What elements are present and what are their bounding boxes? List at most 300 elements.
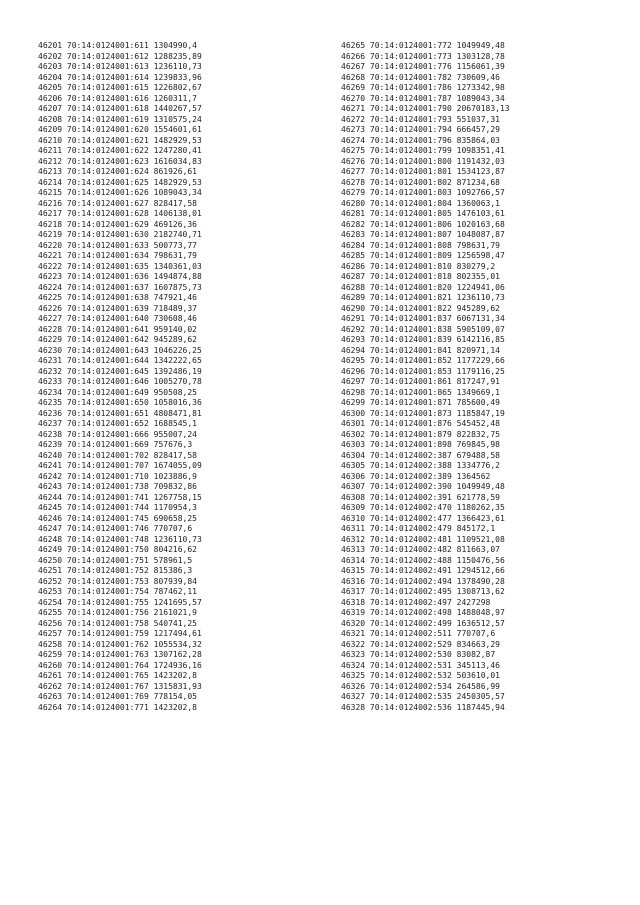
record-row [341,692,510,703]
record-id: 46253 [38,587,63,596]
cadastral-value: 1482929,53 [153,135,202,145]
record-id: 46292 [341,324,366,334]
cadastral-value: 828417,58 [153,198,197,208]
record-id: 46231 [38,356,63,365]
record-id: 46287 [341,272,366,281]
cadastral-value: 1049949,48 [456,482,505,491]
record-row [38,293,202,304]
record-row [38,556,202,567]
cadastral-number: 70:14:0124001:804 [369,198,452,208]
record-row [38,241,202,252]
cadastral-number: 70:14:0124001:796 [369,135,452,145]
cadastral-number: 70:14:0124001:764 [66,660,149,670]
record-id: 46315 [341,566,366,575]
record-row [341,209,510,220]
record-row [341,451,510,462]
record-id: 46284 [341,240,366,250]
record-row [38,209,202,220]
cadastral-number: 70:14:0124001:782 [369,72,452,82]
record-row [38,619,202,630]
record-id: 46212 [38,156,63,166]
record-row [341,346,510,357]
record-row [38,230,202,241]
record-row [341,545,510,556]
cadastral-value: 787462,11 [153,587,197,596]
record-id: 46202 [38,51,63,61]
cadastral-number: 70:14:0124001:636 [66,272,149,281]
cadastral-value: 730609,46 [456,72,500,82]
cadastral-number: 70:14:0124001:751 [66,555,149,565]
record-row [38,251,202,262]
record-id: 46269 [341,83,366,92]
cadastral-value: 1476103,61 [456,209,505,218]
record-column-left [38,41,202,713]
cadastral-value: 2450305,57 [456,692,505,701]
record-id: 46240 [38,450,63,460]
cadastral-number: 70:14:0124002:387 [369,450,452,460]
record-id: 46209 [38,125,63,134]
record-row [38,367,202,378]
record-row [38,682,202,693]
cadastral-value: 1294512,66 [456,566,505,575]
record-row [341,62,510,73]
cadastral-number: 70:14:0124001:635 [66,261,149,271]
record-row [38,314,202,325]
cadastral-number: 70:14:0124001:865 [369,387,452,397]
record-id: 46252 [38,576,63,586]
cadastral-value: 1534123,87 [456,167,505,176]
cadastral-number: 70:14:0124001:619 [66,114,149,124]
cadastral-number: 70:14:0124001:620 [66,125,149,134]
cadastral-value: 1005270,78 [153,377,202,386]
record-row [38,461,202,472]
record-id: 46220 [38,240,63,250]
cadastral-number: 70:14:0124002:531 [369,660,452,670]
cadastral-number: 70:14:0124001:820 [369,282,452,292]
cadastral-number: 70:14:0124001:746 [66,524,149,533]
cadastral-number: 70:14:0124001:772 [369,41,452,50]
cadastral-value: 551037,31 [456,114,500,124]
cadastral-number: 70:14:0124001:871 [369,398,452,407]
cadastral-value: 1170954,3 [153,503,197,512]
cadastral-value: 1179116,25 [456,366,505,376]
cadastral-number: 70:14:0124001:786 [369,83,452,92]
record-row [38,692,202,703]
record-id: 46286 [341,261,366,271]
cadastral-value: 1191432,03 [456,156,505,166]
cadastral-value: 1349669,1 [456,387,500,397]
record-row [341,52,510,63]
record-row [38,661,202,672]
record-id: 46275 [341,146,366,155]
cadastral-number: 70:14:0124001:790 [369,104,452,113]
cadastral-value: 950508,25 [153,387,197,397]
cadastral-number: 70:14:0124002:391 [369,492,452,502]
cadastral-number: 70:14:0124001:644 [66,356,149,365]
record-id: 46260 [38,660,63,670]
cadastral-value: 830279,2 [456,261,496,271]
cadastral-number: 70:14:0124001:639 [66,303,149,313]
record-id: 46256 [38,618,63,628]
record-id: 46290 [341,303,366,313]
record-row [38,577,202,588]
record-row [341,283,510,294]
record-id: 46283 [341,230,366,239]
cadastral-value: 1440267,57 [153,104,202,113]
cadastral-value: 730608,46 [153,314,197,323]
cadastral-number: 70:14:0124001:748 [66,534,149,544]
cadastral-number: 70:14:0124001:763 [66,650,149,659]
record-id: 46210 [38,135,63,145]
cadastral-number: 70:14:0124001:767 [66,681,149,691]
record-id: 46300 [341,408,366,418]
record-row [341,703,510,714]
record-id: 46313 [341,545,366,554]
cadastral-number: 70:14:0124001:666 [66,429,149,439]
record-row [341,325,510,336]
record-row [38,503,202,514]
record-id: 46276 [341,156,366,166]
cadastral-value: 1366423,61 [456,513,505,523]
record-row [341,104,510,115]
cadastral-number: 70:14:0124001:755 [66,597,149,607]
cadastral-value: 798631,79 [153,251,197,260]
cadastral-number: 70:14:0124001:799 [369,146,452,155]
cadastral-value: 1364562 [456,471,491,481]
cadastral-value: 871234,68 [456,177,500,187]
cadastral-number: 70:14:0124001:624 [66,167,149,176]
record-id: 46241 [38,461,63,470]
record-row [341,157,510,168]
record-id: 46266 [341,51,366,61]
cadastral-number: 70:14:0124002:389 [369,471,452,481]
cadastral-value: 1607875,73 [153,282,202,292]
record-row [341,272,510,283]
cadastral-value: 1236110,73 [153,534,202,544]
cadastral-value: 1089043,34 [153,188,202,197]
record-id: 46258 [38,639,63,649]
cadastral-number: 70:14:0124001:741 [66,492,149,502]
record-id: 46259 [38,650,63,659]
record-id: 46229 [38,335,63,344]
record-row [341,577,510,588]
record-id: 46205 [38,83,63,92]
record-id: 46228 [38,324,63,334]
cadastral-number: 70:14:0124001:861 [369,377,452,386]
record-row [38,125,202,136]
record-row [341,619,510,630]
cadastral-value: 770707,6 [153,524,193,533]
record-row [341,682,510,693]
record-id: 46289 [341,293,366,302]
record-row [38,703,202,714]
record-id: 46223 [38,272,63,281]
record-row [341,94,510,105]
record-row [38,73,202,84]
record-id: 46299 [341,398,366,407]
record-id: 46236 [38,408,63,418]
cadastral-value: 811663,07 [456,545,500,554]
cadastral-value: 1334776,2 [456,461,500,470]
record-id: 46272 [341,114,366,124]
cadastral-value: 1049949,48 [456,41,505,50]
cadastral-value: 545452,48 [456,419,500,428]
record-id: 46251 [38,566,63,575]
cadastral-number: 70:14:0124001:626 [66,188,149,197]
cadastral-value: 945289,62 [456,303,500,313]
cadastral-value: 718489,37 [153,303,197,313]
record-row [341,409,510,420]
record-row [38,283,202,294]
cadastral-value: 1554601,61 [153,125,202,134]
record-row [38,671,202,682]
cadastral-value: 690658,25 [153,513,197,523]
cadastral-value: 804216,62 [153,545,197,554]
record-id: 46326 [341,681,366,691]
record-row [38,430,202,441]
cadastral-value: 1378490,28 [456,576,505,586]
cadastral-number: 70:14:0124001:787 [369,93,452,103]
record-row [38,272,202,283]
record-row [341,398,510,409]
record-row [341,377,510,388]
cadastral-number: 70:14:0124001:898 [369,440,452,449]
cadastral-number: 70:14:0124001:651 [66,408,149,418]
record-row [38,566,202,577]
record-row [341,41,510,52]
cadastral-number: 70:14:0124002:534 [369,681,452,691]
record-id: 46303 [341,440,366,449]
cadastral-number: 70:14:0124001:630 [66,230,149,239]
record-row [38,220,202,231]
cadastral-number: 70:14:0124001:853 [369,366,452,376]
cadastral-value: 1098351,41 [456,146,505,155]
record-row [341,608,510,619]
record-row [341,440,510,451]
record-id: 46328 [341,702,366,712]
cadastral-number: 70:14:0124001:852 [369,356,452,365]
record-id: 46235 [38,398,63,407]
record-row [38,650,202,661]
cadastral-value: 1360063,1 [456,198,500,208]
record-id: 46206 [38,93,63,103]
cadastral-value: 1636512,57 [456,618,505,628]
cadastral-number: 70:14:0124001:802 [369,177,452,187]
cadastral-value: 1304990,4 [153,41,197,50]
cadastral-value: 1724936,16 [153,660,202,670]
cadastral-number: 70:14:0124001:634 [66,251,149,260]
record-row [38,640,202,651]
record-row [38,493,202,504]
cadastral-number: 70:14:0124001:622 [66,146,149,155]
cadastral-number: 70:14:0124001:613 [66,62,149,71]
record-id: 46268 [341,72,366,82]
cadastral-number: 70:14:0124001:702 [66,450,149,460]
cadastral-value: 1226802,67 [153,83,202,92]
cadastral-number: 70:14:0124002:535 [369,692,452,701]
record-row [341,230,510,241]
record-id: 46285 [341,251,366,260]
record-row [38,451,202,462]
record-row [341,661,510,672]
cadastral-value: 1288235,89 [153,51,202,61]
record-row [38,629,202,640]
record-row [38,178,202,189]
record-column-right [341,41,510,713]
cadastral-number: 70:14:0124002:482 [369,545,452,554]
cadastral-value: 769845,98 [456,440,500,449]
record-id: 46274 [341,135,366,145]
cadastral-value: 1273342,98 [456,83,505,92]
cadastral-number: 70:14:0124001:807 [369,230,452,239]
record-id: 46221 [38,251,63,260]
cadastral-value: 798631,79 [456,240,500,250]
cadastral-value: 1187445,94 [456,702,505,712]
cadastral-value: 955007,24 [153,429,197,439]
cadastral-value: 1616034,83 [153,156,202,166]
record-row [38,136,202,147]
cadastral-value: 1688545,1 [153,419,197,428]
record-row [341,73,510,84]
cadastral-value: 1315831,93 [153,681,202,691]
record-id: 46324 [341,660,366,670]
cadastral-value: 1180262,35 [456,503,505,512]
record-row [341,430,510,441]
cadastral-number: 70:14:0124002:499 [369,618,452,628]
cadastral-number: 70:14:0124001:625 [66,177,149,187]
cadastral-value: 820971,14 [456,345,500,355]
record-row [341,293,510,304]
record-row [341,146,510,157]
cadastral-number: 70:14:0124002:532 [369,671,452,680]
cadastral-number: 70:14:0124002:511 [369,629,452,638]
cadastral-number: 70:14:0124001:629 [66,219,149,229]
record-id: 46243 [38,482,63,491]
cadastral-value: 822832,75 [456,429,500,439]
cadastral-value: 1046226,25 [153,345,202,355]
cadastral-value: 1241695,57 [153,597,202,607]
record-id: 46234 [38,387,63,397]
cadastral-value: 540741,25 [153,618,197,628]
cadastral-number: 70:14:0124001:793 [369,114,452,124]
record-row [38,346,202,357]
cadastral-value: 6067131,34 [456,314,505,323]
cadastral-number: 70:14:0124001:623 [66,156,149,166]
record-id: 46320 [341,618,366,628]
record-id: 46233 [38,377,63,386]
cadastral-number: 70:14:0124001:628 [66,209,149,218]
cadastral-number: 70:14:0124002:488 [369,555,452,565]
cadastral-value: 807939,84 [153,576,197,586]
cadastral-number: 70:14:0124002:388 [369,461,452,470]
record-row [38,167,202,178]
record-id: 46273 [341,125,366,134]
record-row [38,398,202,409]
record-row [341,83,510,94]
cadastral-number: 70:14:0124002:481 [369,534,452,544]
cadastral-number: 70:14:0124001:803 [369,188,452,197]
cadastral-number: 70:14:0124001:773 [369,51,452,61]
cadastral-value: 500773,77 [153,240,197,250]
cadastral-number: 70:14:0124001:808 [369,240,452,250]
cadastral-value: 20670183,13 [456,104,510,113]
record-id: 46322 [341,639,366,649]
record-id: 46244 [38,492,63,502]
record-id: 46280 [341,198,366,208]
record-row [341,220,510,231]
record-row [341,167,510,178]
cadastral-number: 70:14:0124002:497 [369,597,452,607]
record-id: 46321 [341,629,366,638]
cadastral-value: 1494874,88 [153,272,202,281]
cadastral-value: 778154,05 [153,692,197,701]
record-id: 46311 [341,524,366,533]
cadastral-number: 70:14:0124001:771 [66,702,149,712]
record-id: 46248 [38,534,63,544]
record-id: 46264 [38,702,63,712]
cadastral-number: 70:14:0124001:758 [66,618,149,628]
record-row [341,493,510,504]
record-id: 46270 [341,93,366,103]
cadastral-number: 70:14:0124001:759 [66,629,149,638]
cadastral-number: 70:14:0124001:769 [66,692,149,701]
cadastral-number: 70:14:0124002:530 [369,650,452,659]
record-row [341,650,510,661]
record-id: 46214 [38,177,63,187]
record-row [341,367,510,378]
cadastral-value: 621778,59 [456,492,500,502]
cadastral-number: 70:14:0124002:477 [369,513,452,523]
record-id: 46247 [38,524,63,533]
cadastral-value: 1023886,9 [153,471,197,481]
cadastral-number: 70:14:0124001:638 [66,293,149,302]
record-id: 46296 [341,366,366,376]
cadastral-number: 70:14:0124001:879 [369,429,452,439]
record-id: 46302 [341,429,366,439]
cadastral-value: 1260311,7 [153,93,197,103]
record-row [38,514,202,525]
cadastral-value: 757676,3 [153,440,193,449]
record-id: 46262 [38,681,63,691]
cadastral-value: 861926,61 [153,167,197,176]
record-id: 46250 [38,555,63,565]
record-id: 46257 [38,629,63,638]
record-row [341,115,510,126]
record-id: 46255 [38,608,63,617]
record-id: 46293 [341,335,366,344]
cadastral-value: 1406138,01 [153,209,202,218]
record-row [38,587,202,598]
cadastral-number: 70:14:0124001:633 [66,240,149,250]
cadastral-number: 70:14:0124001:765 [66,671,149,680]
cadastral-value: 1020163,68 [456,219,505,229]
cadastral-number: 70:14:0124001:841 [369,345,452,355]
cadastral-number: 70:14:0124001:669 [66,440,149,449]
record-id: 46263 [38,692,63,701]
cadastral-value: 345113,46 [456,660,500,670]
cadastral-number: 70:14:0124001:776 [369,62,452,71]
cadastral-number: 70:14:0124001:650 [66,398,149,407]
record-row [38,83,202,94]
record-id: 46239 [38,440,63,449]
cadastral-value: 1674055,09 [153,461,202,470]
record-id: 46297 [341,377,366,386]
cadastral-value: 1392486,19 [153,366,202,376]
record-id: 46327 [341,692,366,701]
record-id: 46213 [38,167,63,176]
record-row [341,356,510,367]
cadastral-value: 1048087,87 [456,230,505,239]
